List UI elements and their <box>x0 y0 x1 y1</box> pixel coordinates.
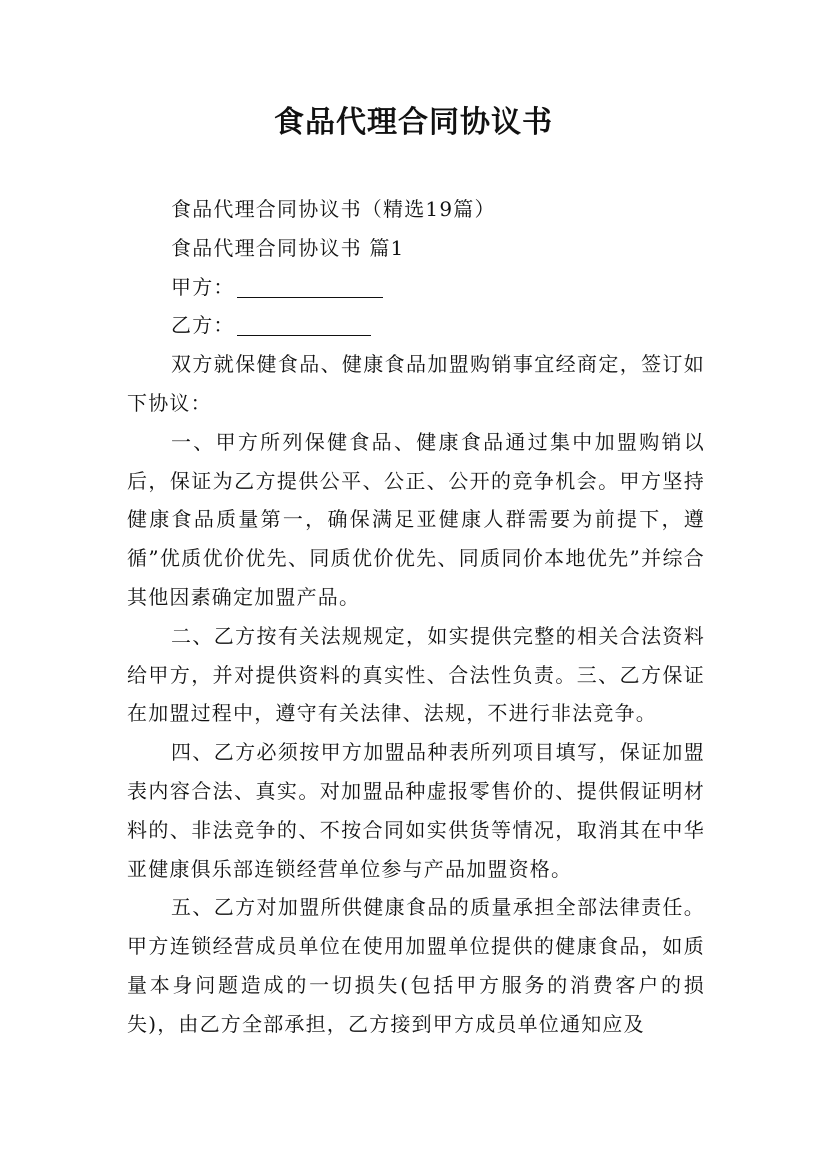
party-b-line <box>127 306 705 345</box>
paragraph-clause-4: 四、乙方必须按甲方加盟品种表所列项目填写，保证加盟表内容合法、真实。对加盟品种虚报零售价的、提供假证明材料的、非法竞争的、不按合同如实供货等情况，取消其在中华亚健康俱乐部连锁经营单位参与产品加盟资格。 <box>127 740 705 881</box>
paragraph-intro: 双方就保健食品、健康食品加盟购销事宜经商定，签订如下协议： <box>127 352 705 415</box>
paragraph-clause-1: 一、甲方所列保健食品、健康食品通过集中加盟购销以后，保证为乙方提供公平、公正、公开的竞争机会。甲方坚持健康食品质量第一，确保满足亚健康人群需要为前提下，遵循”优质优价优先、同质优价优先、同质同价本地优先”并综合其他因素确定加盟产品。 <box>127 429 705 609</box>
party-a-line <box>127 268 705 307</box>
section-heading: 食品代理合同协议书 篇1 <box>171 235 405 260</box>
party-b-label: 乙方： <box>171 313 235 338</box>
party-a-label: 甲方： <box>171 274 235 299</box>
document-title: 食品代理合同协议书 <box>274 105 553 140</box>
subtitle-line: 食品代理合同协议书（精选19篇） <box>171 197 496 221</box>
paragraph-clause-5: 五、乙方对加盟所供健康食品的质量承担全部法律责任。甲方连锁经营成员单位在使用加盟单位提供的健康食品，如质量本身问题造成的一切损失(包括甲方服务的消费客户的损失)，由乙方全部承担，乙方接到甲方成员单位通知应及 <box>127 895 705 1036</box>
party-b-blank <box>237 313 371 336</box>
party-a-blank <box>237 275 383 298</box>
document-body <box>127 190 705 1044</box>
paragraph-clause-2-3: 二、乙方按有关法规规定，如实提供完整的相关合法资料给甲方，并对提供资料的真实性、合法性负责。三、乙方保证在加盟过程中，遵守有关法律、法规，不进行非法竞争。 <box>127 623 705 726</box>
